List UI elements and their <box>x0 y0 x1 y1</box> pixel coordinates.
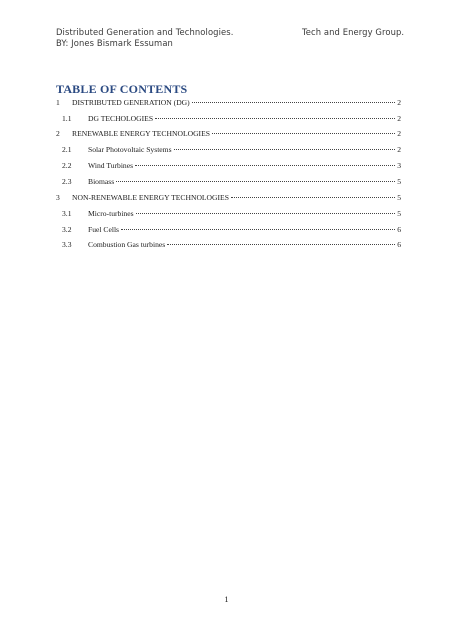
page-number: 1 <box>224 595 229 604</box>
toc-entry-label: Biomass <box>88 177 115 186</box>
toc-entry-page: 2 <box>397 98 401 107</box>
toc-entry-label: Wind Turbines <box>88 161 134 170</box>
toc-entry-number: 1 <box>56 98 60 107</box>
toc-entry-label: Fuel Cells <box>88 225 120 234</box>
toc-entry-label: RENEWABLE ENERGY TECHNOLOGIES <box>72 129 210 138</box>
header-group: Tech and Energy Group. <box>302 27 405 37</box>
toc-title: TABLE OF CONTENTS <box>56 82 188 96</box>
toc-leader-dots <box>121 229 395 230</box>
toc-leader-dots <box>231 197 395 198</box>
toc-entry[interactable] <box>56 129 401 139</box>
toc-entry-label: Solar Photovoltaic Systems <box>88 145 172 154</box>
toc-entry[interactable] <box>62 145 401 155</box>
toc-entry[interactable] <box>62 209 401 219</box>
toc-entry-page: 2 <box>397 129 401 138</box>
toc-leader-dots <box>174 149 396 150</box>
toc-leader-dots <box>212 133 395 134</box>
toc-entry-number: 3 <box>56 193 60 202</box>
toc-entry-number: 2.3 <box>62 177 72 186</box>
toc-entry[interactable] <box>62 114 401 124</box>
toc-entry-label: DISTRIBUTED GENERATION (DG) <box>72 98 190 107</box>
toc-leader-dots <box>136 213 396 214</box>
toc-entry-label: Micro-turbines <box>88 209 134 218</box>
toc-entry-number: 2 <box>56 129 60 138</box>
toc-entry-label: Combustion Gas turbines <box>88 240 166 249</box>
toc-entry[interactable] <box>62 177 401 187</box>
toc-entry-page: 2 <box>397 145 401 154</box>
toc-leader-dots <box>116 181 395 182</box>
toc-entry-number: 1.1 <box>62 114 72 123</box>
toc-entry-number: 3.3 <box>62 240 72 249</box>
toc-entry-number: 3.1 <box>62 209 72 218</box>
header-doc-title: Distributed Generation and Technologies. <box>56 27 234 37</box>
toc-entry-label: DG TECHOLOGIES <box>88 114 154 123</box>
toc-entry[interactable] <box>62 240 401 250</box>
toc-entry-number: 2.1 <box>62 145 72 154</box>
toc-leader-dots <box>167 244 395 245</box>
toc-entry[interactable] <box>56 193 401 203</box>
toc-entry-page: 2 <box>397 114 401 123</box>
toc-entry-number: 2.2 <box>62 161 72 170</box>
toc-leader-dots <box>135 165 395 166</box>
toc-entry-page: 5 <box>397 209 401 218</box>
toc-entry-page: 6 <box>397 225 401 234</box>
toc-entry-page: 3 <box>397 161 401 170</box>
toc-entry-page: 6 <box>397 240 401 249</box>
toc-leader-dots <box>192 102 396 103</box>
toc-entry[interactable] <box>56 98 401 108</box>
toc-entry-number: 3.2 <box>62 225 72 234</box>
toc-entry[interactable] <box>62 225 401 235</box>
toc-entry-page: 5 <box>397 177 401 186</box>
toc-entry-page: 5 <box>397 193 401 202</box>
toc-entry[interactable] <box>62 161 401 171</box>
toc-entry-label: NON-RENEWABLE ENERGY TECHNOLOGIES <box>72 193 229 202</box>
header-author: BY: Jones Bismark Essuman <box>56 38 173 48</box>
toc-leader-dots <box>155 118 395 119</box>
